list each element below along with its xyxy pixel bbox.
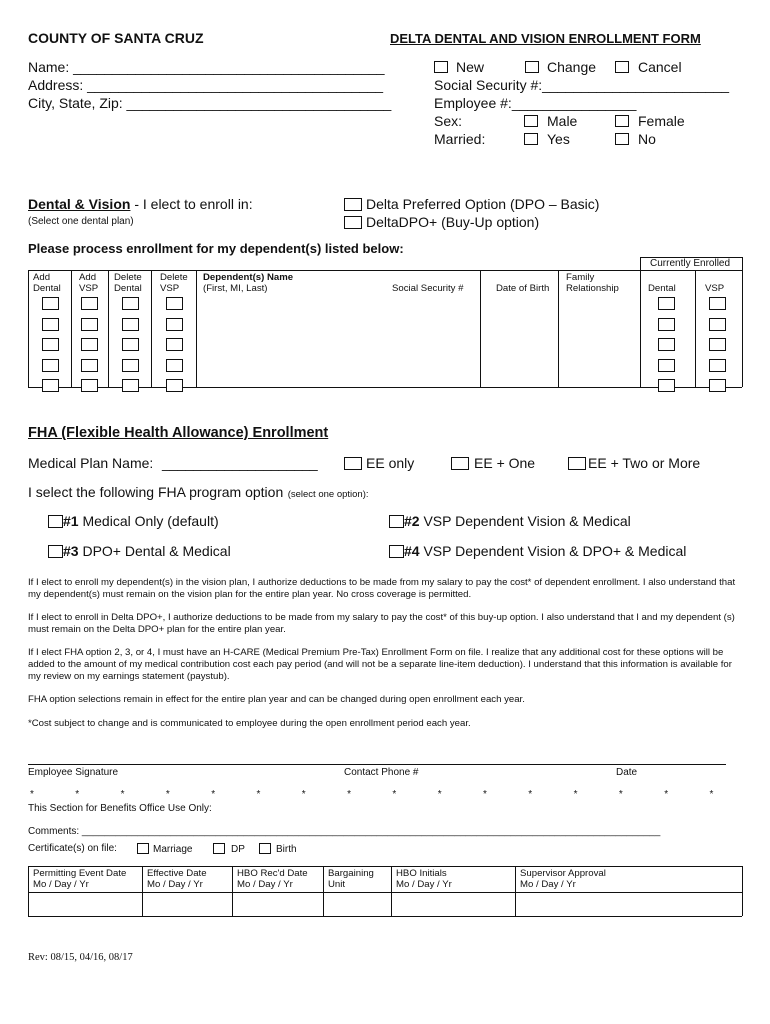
signature-line[interactable] [28,764,726,765]
change-label: Change [547,59,597,75]
col-permitting-event-date: Permitting Event Date Mo / Day / Yr [33,868,127,890]
dependent-dob-cell[interactable] [481,294,558,313]
dependent-dob-cell[interactable] [481,356,558,375]
col-hbo-recd-date: HBO Rec'd Date Mo / Day / Yr [237,868,308,890]
office-cell-effective[interactable] [143,893,232,916]
medical-plan-input[interactable]: ____________________ [162,455,318,471]
married-label: Married: [434,131,486,147]
fha-select-text: I select the following FHA program option [28,484,284,500]
divider-star: * [573,789,578,800]
dp-label: DP [231,844,245,855]
ee-two-label: EE + Two or More [588,455,701,471]
office-cell-supervisor[interactable] [516,893,742,916]
dental-checkbox[interactable] [658,359,675,372]
add-vsp-checkbox[interactable] [81,338,98,351]
birth-checkbox[interactable] [259,843,271,854]
dental-checkbox[interactable] [658,297,675,310]
dpo-basic-label: Delta Preferred Option (DPO – Basic) [366,196,600,212]
col-ssn: Social Security # [392,283,464,294]
county-title: COUNTY OF SANTA CRUZ [28,30,204,46]
divider-star: * [256,789,261,800]
dependent-relationship-cell[interactable] [559,315,640,334]
change-checkbox[interactable] [525,61,539,73]
fha-heading: FHA (Flexible Health Allowance) Enrollment [28,425,329,441]
marriage-checkbox[interactable] [137,843,149,854]
delete-vsp-checkbox[interactable] [166,297,183,310]
col-dob: Date of Birth [496,283,550,294]
dependent-dob-cell[interactable] [481,376,558,395]
dental-checkbox[interactable] [658,318,675,331]
dental-plan-note: (Select one dental plan) [28,216,134,227]
add-dental-checkbox[interactable] [42,379,59,392]
fha-option2-checkbox[interactable] [389,515,404,528]
address-field[interactable]: Address: ______________________________________ [28,77,384,93]
fha-select-note: (select one option): [287,489,369,500]
dependent-relationship-cell[interactable] [559,356,640,375]
divider-star: * [392,789,397,800]
vsp-checkbox[interactable] [709,338,726,351]
add-dental-checkbox[interactable] [42,297,59,310]
add-dental-checkbox[interactable] [42,318,59,331]
office-use-heading: This Section for Benefits Office Use Only: [28,803,212,814]
vsp-checkbox[interactable] [709,379,726,392]
col-relationship: Family Relationship [566,272,619,294]
col-add-dental: Add Dental [33,272,61,294]
add-vsp-checkbox[interactable] [81,318,98,331]
col-bargaining-unit: Bargaining Unit [328,868,374,890]
disclaimer-fha: If I elect FHA option 2, 3, or 4, I must have an H-CARE (Medical Premium Pre-Tax) Enrollment Form on file. I realize that any additional cost for these options will be added to the amount of my medical contribution cost each pay period (and will not be a separate line-item deduction). I understand that this information is available for my review on my earnings statement (paystub). [28,647,732,682]
medical-plan-label: Medical Plan Name: [28,455,154,471]
divider-star: * [75,789,80,800]
ee-two-checkbox[interactable] [568,457,586,470]
fha-select-line [28,484,369,502]
divider-star: * [664,789,669,800]
fha-option3-checkbox[interactable] [48,545,63,558]
col-hbo-initials: HBO Initials Mo / Day / Yr [396,868,452,890]
female-label: Female [638,113,685,129]
delete-dental-checkbox[interactable] [122,338,139,351]
delete-vsp-checkbox[interactable] [166,359,183,372]
certificates-label: Certificate(s) on file: [28,843,117,854]
dependent-name-cell[interactable] [197,335,480,354]
cancel-label: Cancel [638,59,682,75]
col-supervisor-approval: Supervisor Approval Mo / Day / Yr [520,868,606,890]
dependent-relationship-cell[interactable] [559,376,640,395]
dpo-basic-checkbox[interactable] [344,198,362,211]
sex-label: Sex: [434,113,463,129]
male-label: Male [547,113,578,129]
delete-dental-checkbox[interactable] [122,359,139,372]
ee-one-checkbox[interactable] [451,457,469,470]
dependent-relationship-cell[interactable] [559,294,640,313]
dependent-name-cell[interactable] [197,356,480,375]
comments-field[interactable]: Comments: ________________________________________________________________________________________________________ [28,826,661,837]
dependents-heading: Please process enrollment for my dependent(s) listed below: [28,241,404,256]
city-field[interactable]: City, State, Zip: __________________________________ [28,95,392,111]
employee-signature-label: Employee Signature [28,767,119,778]
fha-option4-label: #4 VSP Dependent Vision & DPO+ & Medical [404,543,687,559]
form-title: DELTA DENTAL AND VISION ENROLLMENT FORM [390,31,701,46]
employee-number-field[interactable]: Employee #:________________ [434,95,637,111]
disclaimer-vision: If I elect to enroll my dependent(s) in the vision plan, I authorize deductions to be made from my salary to pay the cost* of dependent enrollment. I also understand that my dependent(s) must remain on the vision plan for the entire plan year. No cross coverage is permitted. [28,577,736,600]
dependent-name-cell[interactable] [197,294,480,313]
divider-star: * [618,789,623,800]
add-dental-checkbox[interactable] [42,338,59,351]
dental-vision-suffix: - I elect to enroll in: [130,196,253,212]
male-checkbox[interactable] [524,115,538,127]
delete-dental-checkbox[interactable] [122,379,139,392]
add-vsp-checkbox[interactable] [81,379,98,392]
divider-star: * [30,789,34,800]
dental-checkbox[interactable] [658,379,675,392]
divider-star: * [301,789,306,800]
col-delete-vsp: Delete VSP [160,272,188,294]
divider-star: * [211,789,216,800]
name-field[interactable]: Name: ________________________________________ [28,59,385,75]
delete-vsp-checkbox[interactable] [166,338,183,351]
col-effective-date: Effective Date Mo / Day / Yr [147,868,207,890]
female-checkbox[interactable] [615,115,629,127]
yes-label: Yes [547,131,570,147]
dpo-plus-checkbox[interactable] [344,216,362,229]
marriage-label: Marriage [153,844,193,855]
disclaimer-dpo-plus: If I elect to enroll in Delta DPO+, I authorize deductions to be made from my salary to pay the cost* of this buy-up option. I also understand that I and my dependent (s) must remain on the Delta DPO+ plan for the entire plan year. [28,612,735,635]
revision-label: Rev: 08/15, 04/16, 08/17 [28,952,133,963]
divider-star: * [437,789,442,800]
fha-option4-checkbox[interactable] [389,545,404,558]
col-delete-dental: Delete Dental [114,272,142,294]
dp-checkbox[interactable] [213,843,225,854]
dental-checkbox[interactable] [658,338,675,351]
divider-star: * [483,789,487,800]
add-dental-checkbox[interactable] [42,359,59,372]
dependent-dob-cell[interactable] [481,315,558,334]
divider-star: * [347,789,351,800]
fha-option1-checkbox[interactable] [48,515,63,528]
new-label: New [456,59,485,75]
dental-vision-title: Dental & Vision [28,196,131,212]
fha-option2-label: #2 VSP Dependent Vision & Medical [404,513,631,529]
add-vsp-checkbox[interactable] [81,359,98,372]
no-label: No [638,131,656,147]
office-cell-permitting[interactable] [29,893,142,916]
married-yes-checkbox[interactable] [524,133,538,145]
date-label: Date [616,767,638,778]
add-vsp-checkbox[interactable] [81,297,98,310]
disclaimer-fha-effect: FHA option selections remain in effect for the entire plan year and can be changed during open enrollment each year. [28,694,525,705]
married-no-checkbox[interactable] [615,133,629,145]
dependent-name-cell[interactable] [197,315,480,334]
vsp-checkbox[interactable] [709,297,726,310]
col-dependent-name: Dependent(s) Name (First, MI, Last) [203,272,294,294]
divider-star: * [528,789,533,800]
col-add-vsp: Add VSP [79,272,99,294]
new-checkbox[interactable] [434,61,448,73]
divider-star: * [120,789,125,800]
ee-only-label: EE only [366,455,415,471]
office-cell-hbo-initials[interactable] [392,893,515,916]
disclaimer-cost: *Cost subject to change and is communicated to employee during the open enrollment period each year. [28,718,471,729]
dependent-dob-cell[interactable] [481,335,558,354]
office-cell-bargaining[interactable] [324,893,391,916]
contact-phone-label: Contact Phone # [344,767,419,778]
fha-option3-label: #3 DPO+ Dental & Medical [63,543,231,559]
dpo-plus-label: DeltaDPO+ (Buy-Up option) [366,214,540,230]
currently-enrolled-label: Currently Enrolled [650,258,731,269]
office-cell-hbo-recd[interactable] [233,893,323,916]
vsp-checkbox[interactable] [709,318,726,331]
birth-label: Birth [276,844,297,855]
col-vsp: VSP [705,283,725,294]
divider-star: * [709,789,714,800]
cancel-checkbox[interactable] [615,61,629,73]
fha-option1-label: #1 Medical Only (default) [63,513,219,529]
vsp-checkbox[interactable] [709,359,726,372]
delete-dental-checkbox[interactable] [122,318,139,331]
ssn-field[interactable]: Social Security #:________________________ [434,77,730,93]
ee-one-label: EE + One [474,455,536,471]
ee-only-checkbox[interactable] [344,457,362,470]
dependent-relationship-cell[interactable] [559,335,640,354]
delete-dental-checkbox[interactable] [122,297,139,310]
col-dental: Dental [648,283,676,294]
delete-vsp-checkbox[interactable] [166,379,183,392]
dependent-name-cell[interactable] [197,376,480,395]
divider-star: * [165,789,170,800]
dental-vision-heading [28,196,253,212]
delete-vsp-checkbox[interactable] [166,318,183,331]
